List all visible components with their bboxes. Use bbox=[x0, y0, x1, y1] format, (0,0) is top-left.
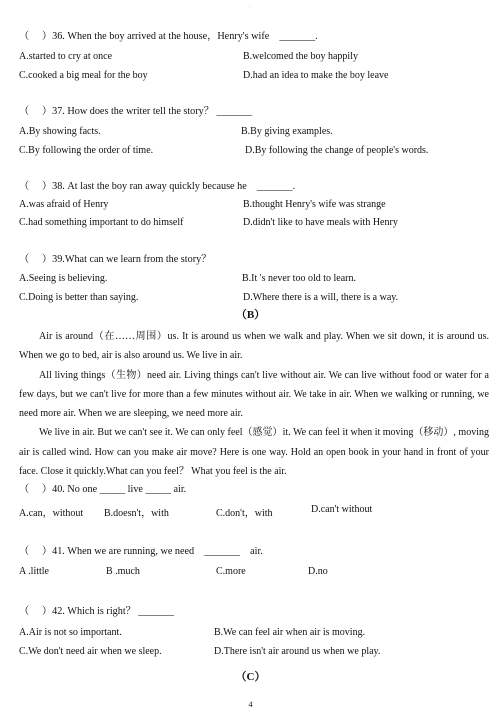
q38-option-a: A.was afraid of Henry bbox=[19, 199, 109, 210]
q36-option-b: B.welcomed the boy happily bbox=[243, 51, 358, 62]
q42-option-d: D.There isn't air around us when we play. bbox=[214, 646, 381, 657]
section-c-heading: （C） bbox=[235, 671, 266, 683]
q42-option-c: C.We don't need air when we sleep. bbox=[19, 646, 162, 657]
q41-option-c: C.more bbox=[216, 566, 246, 577]
q38-option-c: C.had something important to do himself bbox=[19, 217, 184, 228]
q40-option-a: A.can，without bbox=[19, 508, 84, 519]
q36-option-a: A.started to cry at once bbox=[19, 51, 113, 62]
q37-option-b: B.By giving examples. bbox=[241, 126, 333, 137]
q41-option-a: A .little bbox=[19, 566, 49, 577]
section-b-heading: （B） bbox=[235, 309, 266, 321]
q37-option-c: C.By following the order of time. bbox=[19, 145, 154, 156]
passage-paragraph-1: Air is around（在……周围）us. It is around us when we walk and play. When we sit down, it is around us. When we go to bed, air is also around us. We live in air. bbox=[19, 331, 489, 362]
page-number: 4 bbox=[248, 700, 253, 709]
question-40: （ ）40. No one _____ live _____ air. bbox=[19, 484, 187, 495]
q36-option-d: D.had an idea to make the boy leave bbox=[243, 70, 389, 81]
q39-option-a: A.Seeing is believing. bbox=[19, 273, 108, 284]
reading-passage bbox=[19, 327, 489, 481]
question-41: （ ）41. When we are running, we need _______ air. bbox=[19, 546, 263, 557]
q39-option-c: C.Doing is better than saying. bbox=[19, 292, 139, 303]
q38-option-d: D.didn't like to have meals with Henry bbox=[243, 217, 398, 228]
question-36: （ ）36. When the boy arrived at the house，Henry's wife _______. bbox=[19, 31, 318, 42]
q39-option-d: D.Where there is a will, there is a way. bbox=[243, 292, 399, 303]
passage-paragraph-2: All living things（生物）need air. Living things can't live without air. We can live without food or water for a few days, but we can't live for more than a few minutes without air. We take in air. When we walking or running, we need more air. When we are sleeping, we need more air. bbox=[19, 369, 489, 420]
q39-option-b: B.It 's never too old to learn. bbox=[242, 273, 356, 284]
q40-option-d: D.can't without bbox=[311, 504, 373, 515]
question-38: （ ）38. At last the boy ran away quickly because he _______. bbox=[19, 181, 296, 192]
question-42: （ ）42. Which is right？ _______ bbox=[19, 606, 175, 617]
question-39: （ ）39.What can we learn from the story？ bbox=[19, 254, 212, 265]
q37-option-a: A.By showing facts. bbox=[19, 126, 101, 137]
q42-option-b: B.We can feel air when air is moving. bbox=[214, 627, 366, 638]
q36-option-c: C.cooked a big meal for the boy bbox=[19, 70, 148, 81]
q37-option-d: D.By following the change of people's words. bbox=[245, 145, 429, 156]
q40-option-c: C.don't，with bbox=[216, 508, 273, 519]
q42-option-a: A.Air is not so important. bbox=[19, 627, 122, 638]
q41-option-d: D.no bbox=[308, 566, 328, 577]
q38-option-b: B.thought Henry's wife was strange bbox=[243, 199, 386, 210]
q40-option-b: B.doesn't，with bbox=[104, 508, 169, 519]
scan-mark: · bbox=[249, 4, 251, 10]
q41-option-b: B .much bbox=[106, 566, 140, 577]
passage-paragraph-3: We live in air. But we can't see it. We can only feel（感觉）it. We can feel it when it moving（移动）, moving air is called wind. How can you make air move? Here is one way. Hold an open book in your hand in front of your face. Close it quickly.What can you feel？ What you feel is the air. bbox=[19, 427, 489, 478]
question-37: （ ）37. How does the writer tell the story？ _______ bbox=[19, 106, 253, 117]
